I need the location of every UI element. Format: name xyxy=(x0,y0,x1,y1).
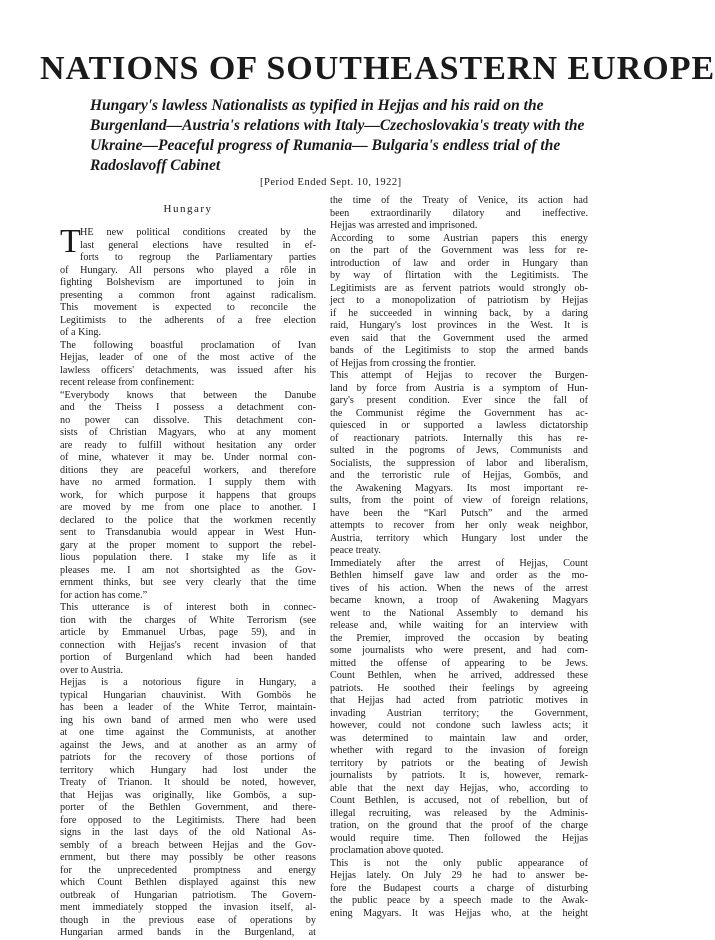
text-line: Hejjas was arrested and imprisoned. xyxy=(330,220,478,231)
text-line: sulted in the pogroms of Jews, Communists and xyxy=(330,445,588,456)
text-line: tives of his action. When the news of the arrest xyxy=(330,582,588,594)
article-title: NATIONS OF SOUTHEASTERN EUROPE xyxy=(40,50,715,87)
text-line: outbreak of Hungarian patriotism. The Govern- xyxy=(60,889,316,901)
text-line: at one time against the Communists, at another xyxy=(60,727,316,738)
text-line: Legitimists are as fervent patriots would strongly ob- xyxy=(330,282,588,294)
text-line: the public peace by a speech made to the Awak- xyxy=(330,895,588,906)
text-line: mitted the offense of appearing to be Jews. xyxy=(330,657,588,669)
text-line: and the Theiss I possess a detachment con- xyxy=(60,402,316,413)
left-column xyxy=(60,195,316,940)
text-line: on the part of the Government was less for re- xyxy=(330,245,588,256)
text-line: patriots. He soothed their feelings by agreeing xyxy=(330,682,588,694)
text-line: peace treaty. xyxy=(330,545,381,556)
right-column xyxy=(330,195,588,920)
text-line: would require time. Then followed the Hejjas xyxy=(330,832,588,844)
text-line: no power can dissolve. This detachment con- xyxy=(60,414,316,426)
text-line: able that the next day Hejjas, who, according to xyxy=(330,782,588,794)
text-line: signs in the last days of the old National As- xyxy=(60,827,316,838)
text-line: against the Jews, and at another as an army of xyxy=(60,739,316,751)
text-line: release and, while waiting for an interview with xyxy=(330,620,588,631)
text-line: The following boastful proclamation of Ivan xyxy=(60,339,316,351)
text-line: lious population there. I stake my life as it xyxy=(60,552,316,563)
left-column-body xyxy=(60,223,316,940)
text-line: Hungarian armed bands in the Burgenland, at xyxy=(60,927,316,938)
text-line: gary at the proper moment to support the rebel- xyxy=(60,539,316,551)
text-line: for action has come.” xyxy=(60,589,148,601)
text-line: has been a leader of the White Terror, maintain- xyxy=(60,702,316,713)
text-line: ernment, but there may possibly be other reasons xyxy=(60,852,316,863)
text-line: Legitimists to the adherents of a free election xyxy=(60,314,316,326)
text-line: of Hungary. All persons who played a rôle in xyxy=(60,264,316,276)
text-line: the time of the Treaty of Venice, its action had xyxy=(330,195,588,206)
text-line: typical Hungarian chauvinist. With Gombös he xyxy=(60,689,316,701)
text-line: however, could not condone such lawless acts; it xyxy=(330,720,588,731)
text-line: became known, a troop of Awakening Magyars xyxy=(330,595,588,606)
text-line: land by force from Austria is a symptom of Hun- xyxy=(330,382,588,394)
subtitle-line: Ukraine—Peaceful progress of Rumania— Bulgaria's endless trial of the xyxy=(90,137,561,154)
text-line: that Hejjas was originally, like Gombös, a sup- xyxy=(60,789,316,801)
text-line: invading Austrian territory; the Government, xyxy=(330,707,588,719)
drop-cap-letter: T xyxy=(60,223,81,260)
text-line: proclamation above quoted. xyxy=(330,845,444,856)
text-line: last general elections have resulted in ef- xyxy=(80,239,316,251)
text-line: work, for which purpose it happens that groups xyxy=(60,489,316,501)
text-line: ernment thinks, but see very clearly that the time xyxy=(60,577,316,588)
text-line: connection with Hejjas's recent invasion of that xyxy=(60,639,316,651)
text-line: by way of flirtation with the Legitimists. The xyxy=(330,270,588,281)
text-line: article by Emmanuel Urbas, page 59), and in xyxy=(60,627,316,638)
text-line: pleases me. I am not shortsighted as the Gov- xyxy=(60,564,316,576)
text-line: went to the National Assembly to demand his xyxy=(330,607,588,619)
text-line: portion of Burgenland which had been handed xyxy=(60,652,316,663)
subtitle-line: Hungary's lawless Nationalists as typified in Hejjas and his raid on the xyxy=(90,97,544,114)
text-line: Count Bethlen, is accused, not of rebellion, but of xyxy=(330,795,588,806)
text-line: fore opposed to the Legitimists. There had been xyxy=(60,814,316,826)
text-line: presenting a common front against radicalism. xyxy=(60,289,316,301)
text-line: have been the “Karl Putsch” and the armed xyxy=(330,507,588,519)
text-line: ing his own band of armed men who were used xyxy=(60,714,316,726)
text-line: Hejjas lately. On July 29 he had to answer be- xyxy=(330,870,588,881)
text-line: patriots for the recovery of those portions of xyxy=(60,752,316,763)
text-line: attempts to recover from her only weak neighbor, xyxy=(330,520,588,531)
text-line: which Count Bethlen displayed against this new xyxy=(60,877,316,888)
text-line: Treaty of Trianon. It should be noted, however, xyxy=(60,777,316,788)
text-line: raid, Hungary's lost provinces in the West. It is xyxy=(330,320,588,331)
text-line: have no armed formation. I supply them with xyxy=(60,477,316,488)
text-line: fighting Bolshevism are importuned to join in xyxy=(60,277,316,288)
text-line: Count Bethlen, when he arrived, addressed these xyxy=(330,670,588,681)
text-line: was determined to maintain law and order, xyxy=(330,732,588,744)
text-line: of reactionary patriots. Internally this has re- xyxy=(330,432,588,444)
text-line: recent release from confinement: xyxy=(60,377,195,388)
subtitle-line: Burgenland—Austria's relations with Italy—Czechoslovakia's treaty with the xyxy=(90,117,585,134)
text-line: Bethlen himself gave law and order as the mo- xyxy=(330,570,588,581)
text-line: the Premier, improved the occasion by beating xyxy=(330,632,588,644)
text-line: Socialists, the suppression of labor and liberalism, xyxy=(330,457,588,469)
text-line: Immediately after the arrest of Hejjas, Count xyxy=(330,557,588,569)
text-line: over to Austria. xyxy=(60,664,124,676)
subtitle-line: Radoslavoff Cabinet xyxy=(90,157,221,174)
text-line: for the unprecedented promptness and energy xyxy=(60,864,316,876)
text-line: though in the previous ease of operations by xyxy=(60,914,316,926)
text-line: This is not the only public appearance of xyxy=(330,857,588,869)
text-line: Austria, territory which Hungary lost under the xyxy=(330,532,588,544)
text-line: territory by patriots or the beating of Jewish xyxy=(330,757,588,769)
text-line: “Everybody knows that between the Danube xyxy=(60,389,316,401)
text-line: sists of Christian Magyars, who at any moment xyxy=(60,427,316,438)
text-line: bands of the Legitimists to stop the armed bands xyxy=(330,345,588,356)
text-line: Hejjas is a notorious figure in Hungary, a xyxy=(60,677,316,688)
text-line: whether with regard to the invasion of foreign xyxy=(330,745,588,756)
text-line: sults, from the point of view of foreign relations, xyxy=(330,495,588,506)
text-line: declared to the police that the workmen recently xyxy=(60,514,316,526)
text-line: tration, on the ground that the proof of the charge xyxy=(330,820,588,831)
text-line: This movement is expected to reconcile the xyxy=(60,302,316,313)
text-line: territory which Hungary had lost under the xyxy=(60,764,316,776)
text-line: of Hejjas from crossing the frontier. xyxy=(330,357,476,369)
text-line: the Awakening Magyars. Its most important re- xyxy=(330,482,588,494)
text-line: introduction of law and order in Hungary than xyxy=(330,257,588,269)
text-line: sent to Transdanubia would appear in West Hun- xyxy=(60,527,316,538)
text-line: lawless officers' detachments, was issued after his xyxy=(60,364,316,376)
text-line: ject to a monopolization of patriotism by Hejjas xyxy=(330,295,588,306)
section-heading-hungary: Hungary xyxy=(163,203,213,215)
text-line: ment immediately stopped the invasion itself, al- xyxy=(60,902,316,913)
text-line: even said that the Government used the armed xyxy=(330,332,588,344)
period-ended-dateline: [Period Ended Sept. 10, 1922] xyxy=(260,177,402,188)
text-line: are ready to fulfill without hesitation any order xyxy=(60,439,316,451)
text-line: ditions they are peaceful workers, and therefore xyxy=(60,464,316,476)
text-line: if he succeeded in winning back, by a daring xyxy=(330,307,588,319)
text-line: are moved by me from one place to another. I xyxy=(60,502,316,513)
text-line: the Communist régime the Government has ac- xyxy=(330,407,588,419)
text-line: This attempt of Hejjas to recover the Burgen- xyxy=(330,370,588,381)
text-line: tion with the charges of White Terrorism (see xyxy=(60,614,316,626)
text-line: journalists by patriots. It is, however, remark- xyxy=(330,770,588,781)
text-line: that Hejjas had acted from patriotic motives in xyxy=(330,695,588,706)
text-line: Hejjas, leader of one of the most active of the xyxy=(60,352,316,363)
text-line: HE new political conditions created by the xyxy=(80,227,316,238)
text-line: and the terroristic rule of Hejjas, Gombös, and xyxy=(330,470,588,481)
text-line: gary's present condition. Ever since the fall of xyxy=(330,395,588,406)
text-line: been extraordinarily dilatory and ineffective. xyxy=(330,207,588,219)
text-line: of mine, whatever it may be. Under normal con- xyxy=(60,452,316,463)
text-line: forts to regroup the Parliamentary parties xyxy=(80,252,316,263)
text-line: quiesced in or supported a lawless dictatorship xyxy=(330,420,588,431)
text-line: This utterance is of interest both in connec- xyxy=(60,602,316,613)
text-line: illegal recruiting, was released by the Adminis- xyxy=(330,807,588,819)
text-line: fore the Budapest courts a charge of disturbing xyxy=(330,882,588,894)
text-line: ening Magyars. It was Hejjas who, at the height xyxy=(330,907,588,919)
text-line: of a King. xyxy=(60,327,102,338)
article-subtitle xyxy=(90,96,590,176)
text-line: According to some Austrian papers this energy xyxy=(330,232,588,244)
text-line: porter of the Bethlen Government, and there- xyxy=(60,802,316,813)
text-line: sembly of a breach between Hejjas and the Gov- xyxy=(60,839,316,851)
text-line: some journalists who were present, and had com- xyxy=(330,645,588,656)
